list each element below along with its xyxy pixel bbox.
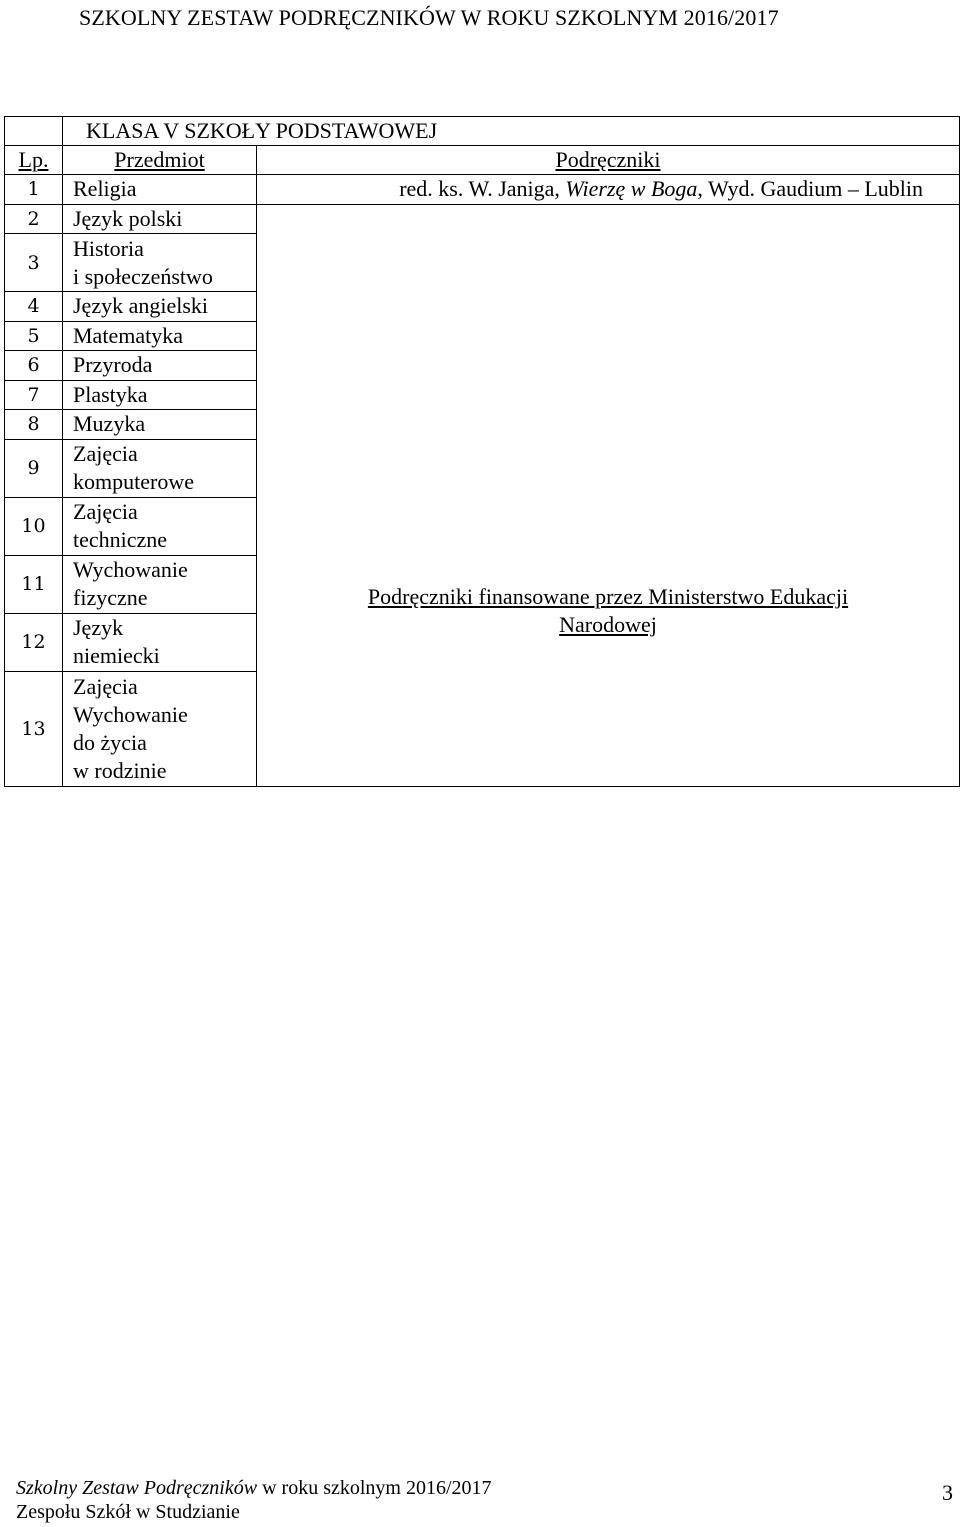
book-author: red. ks. W. Janiga, — [399, 176, 566, 202]
row-number: 10 — [5, 497, 63, 555]
subject-line: niemiecki — [73, 643, 160, 668]
book-title: Wierzę w Boga — [565, 176, 698, 202]
row-number: 4 — [5, 292, 63, 322]
row-number: 5 — [5, 321, 63, 351]
row-number: 13 — [5, 671, 63, 786]
col-header-lp: Lp. — [5, 146, 63, 175]
footer-title: Szkolny Zestaw Podręczników — [16, 1477, 258, 1499]
funded-note-line: Narodowej — [559, 611, 657, 637]
textbook-table — [4, 116, 960, 787]
subject-line: do życia — [73, 729, 147, 755]
subject-line: komputerowe — [73, 469, 194, 494]
subject-name — [63, 321, 257, 351]
subject-name — [63, 439, 257, 497]
subject-line: Muzyka — [73, 411, 146, 436]
subject-line: i społeczeństwo — [73, 263, 213, 289]
table-title: KLASA V SZKOŁY PODSTAWOWEJ — [63, 117, 960, 146]
subject-line: Historia — [73, 235, 144, 261]
subject-name — [63, 410, 257, 440]
subject-line: Język angielski — [73, 293, 209, 318]
footer-school: Zespołu Szkół w Studzianie — [16, 1501, 240, 1523]
footer-year: w roku szkolnym 2016/2017 — [257, 1477, 492, 1499]
subject-line: Język polski — [73, 205, 183, 231]
subject-name — [63, 613, 257, 671]
row-number: 3 — [5, 234, 63, 292]
subject-name — [63, 671, 257, 786]
subject-line: Zajęcia — [73, 673, 138, 699]
row-number: 2 — [5, 204, 63, 234]
subject-name — [63, 555, 257, 613]
subject-name: Religia — [63, 175, 257, 205]
page-header: SZKOLNY ZESTAW PODRĘCZNIKÓW W ROKU SZKOLNYM 2016/2017 — [79, 5, 779, 30]
funded-note-line: Podręczniki finansowane przez Ministerstwo Edukacji — [367, 583, 849, 609]
table-title-row — [5, 117, 960, 146]
page-footer — [16, 1476, 492, 1524]
book-publisher: , Wyd. Gaudium – Lublin — [697, 176, 924, 202]
subject-line: Zajęcia — [73, 499, 138, 524]
subject-name — [63, 380, 257, 410]
col-header-books: Podręczniki — [257, 146, 960, 175]
page-number: 3 — [942, 1480, 953, 1505]
funded-textbooks-note — [257, 204, 960, 786]
col-header-subject: Przedmiot — [63, 146, 257, 175]
subject-name — [63, 204, 257, 234]
subject-line: w rodzinie — [73, 757, 167, 783]
row-number: 11 — [5, 555, 63, 613]
row-number: 8 — [5, 410, 63, 440]
subject-name — [63, 497, 257, 555]
subject-line: Wychowanie — [73, 557, 188, 582]
table-row — [5, 204, 960, 234]
religion-book — [257, 175, 960, 205]
row-number: 1 — [5, 175, 63, 205]
subject-line: Matematyka — [73, 322, 183, 348]
subject-line: Język — [73, 615, 124, 640]
table-header-row — [5, 146, 960, 175]
row-number: 12 — [5, 613, 63, 671]
subject-line: fizyczne — [73, 585, 148, 610]
subject-line: Przyroda — [73, 352, 153, 377]
subject-line: Wychowanie — [73, 701, 188, 727]
subject-name — [63, 234, 257, 292]
subject-name — [63, 292, 257, 322]
row-number: 9 — [5, 439, 63, 497]
subject-name — [63, 351, 257, 381]
table-row — [5, 175, 960, 205]
row-number: 6 — [5, 351, 63, 381]
row-number: 7 — [5, 380, 63, 410]
subject-line: Plastyka — [73, 381, 148, 407]
subject-line: techniczne — [73, 527, 168, 552]
subject-line: Zajęcia — [73, 441, 138, 466]
